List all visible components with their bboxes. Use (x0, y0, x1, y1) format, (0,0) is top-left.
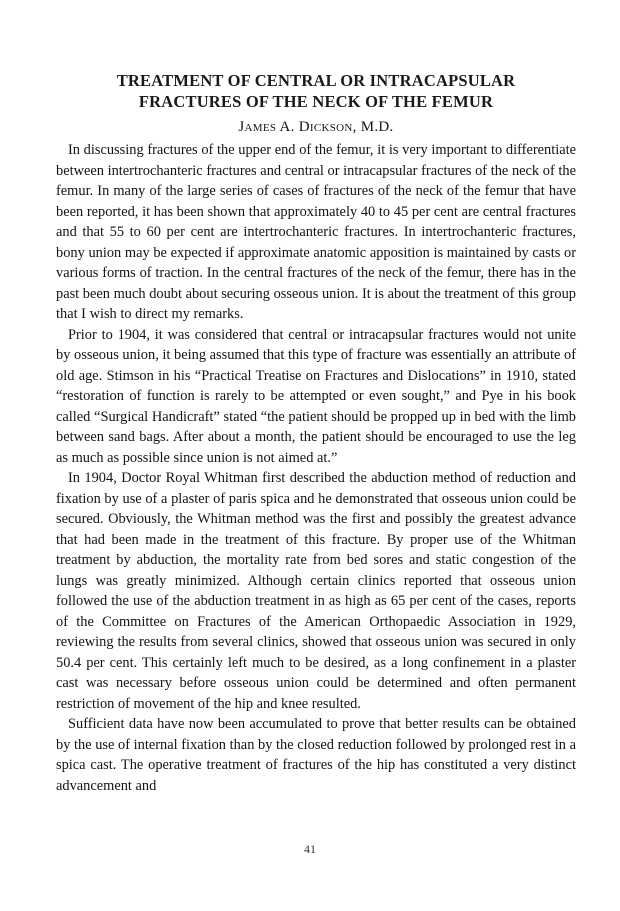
article-author: James A. Dickson, M.D. (238, 119, 394, 135)
article-title (56, 70, 576, 112)
body-paragraph-3: In 1904, Doctor Royal Whitman first described the abduction method of reduction and fixation by use of a plaster of paris spica and he demonstrated that osseous union could be secured. Obviously, the Whitman method was the first and possibly the greatest advance that had been made in the treatment of this fracture. By proper use of the Whitman treatment by abduction, the mortality rate from bed sores and static congestion of the lungs was greatly minimized. Although certain clinics reported that osseous union followed the use of the abduction treatment in as high as 65 per cent of the cases, reports of the Committee on Fractures of the American Orthopaedic Association in 1929, reviewing the results from several clinics, showed that osseous union was secured in only 50.4 per cent. This certainly left much to be desired, as a long confinement in a plaster cast was necessary before osseous union could be determined and often permanent restriction of movement of the hip and knee resulted. (56, 470, 576, 712)
article-page (56, 70, 576, 796)
body-paragraph-4: Sufficient data have now been accumulated to prove that better results can be obtained by the use of internal fixation than by the closed reduction followed by prolonged rest in a spica cast. The operative treatment of fractures of the hip has constituted a very distinct advancement and (56, 716, 576, 794)
body-paragraph-1: In discussing fractures of the upper end of the femur, it is very important to differentiate between intertrochanteric fractures and central or intracapsular fractures of the neck of the femur. In many of the large series of cases of fractures of the neck of the femur that have been reported, it has been shown that approximately 40 to 45 per cent are central fractures and that 55 to 60 per cent are intertrochanteric fractures. In intertrochanteric fractures, bony union may be expected if approximate anatomic apposition is maintained by casts or various forms of traction. In the central fractures of the neck of the femur, there has in the past been much doubt about securing osseous union. It is about the treatment of this group that I wish to direct my remarks. (56, 142, 576, 322)
article-title-line-2: FRACTURES OF THE NECK OF THE FEMUR (138, 92, 494, 111)
body-paragraph-2: Prior to 1904, it was considered that central or intracapsular fractures would not unite by osseous union, it being assumed that this type of fracture was essentially an attribute of old age. Stimson in his “Practical Treatise on Fractures and Dislocations” in 1910, stated “restoration of function is rarely to be attempted or even sought,” and Pye in his book called “Surgical Handicraft” stated “the patient should be propped up in bed with the limb between sand bags. After about a month, the patient should be encouraged to use the leg as much as possible since union is not aimed at.” (56, 326, 576, 466)
page-number: 41 (304, 842, 316, 856)
article-title-line-1: TREATMENT OF CENTRAL OR INTRACAPSULAR (116, 71, 516, 90)
